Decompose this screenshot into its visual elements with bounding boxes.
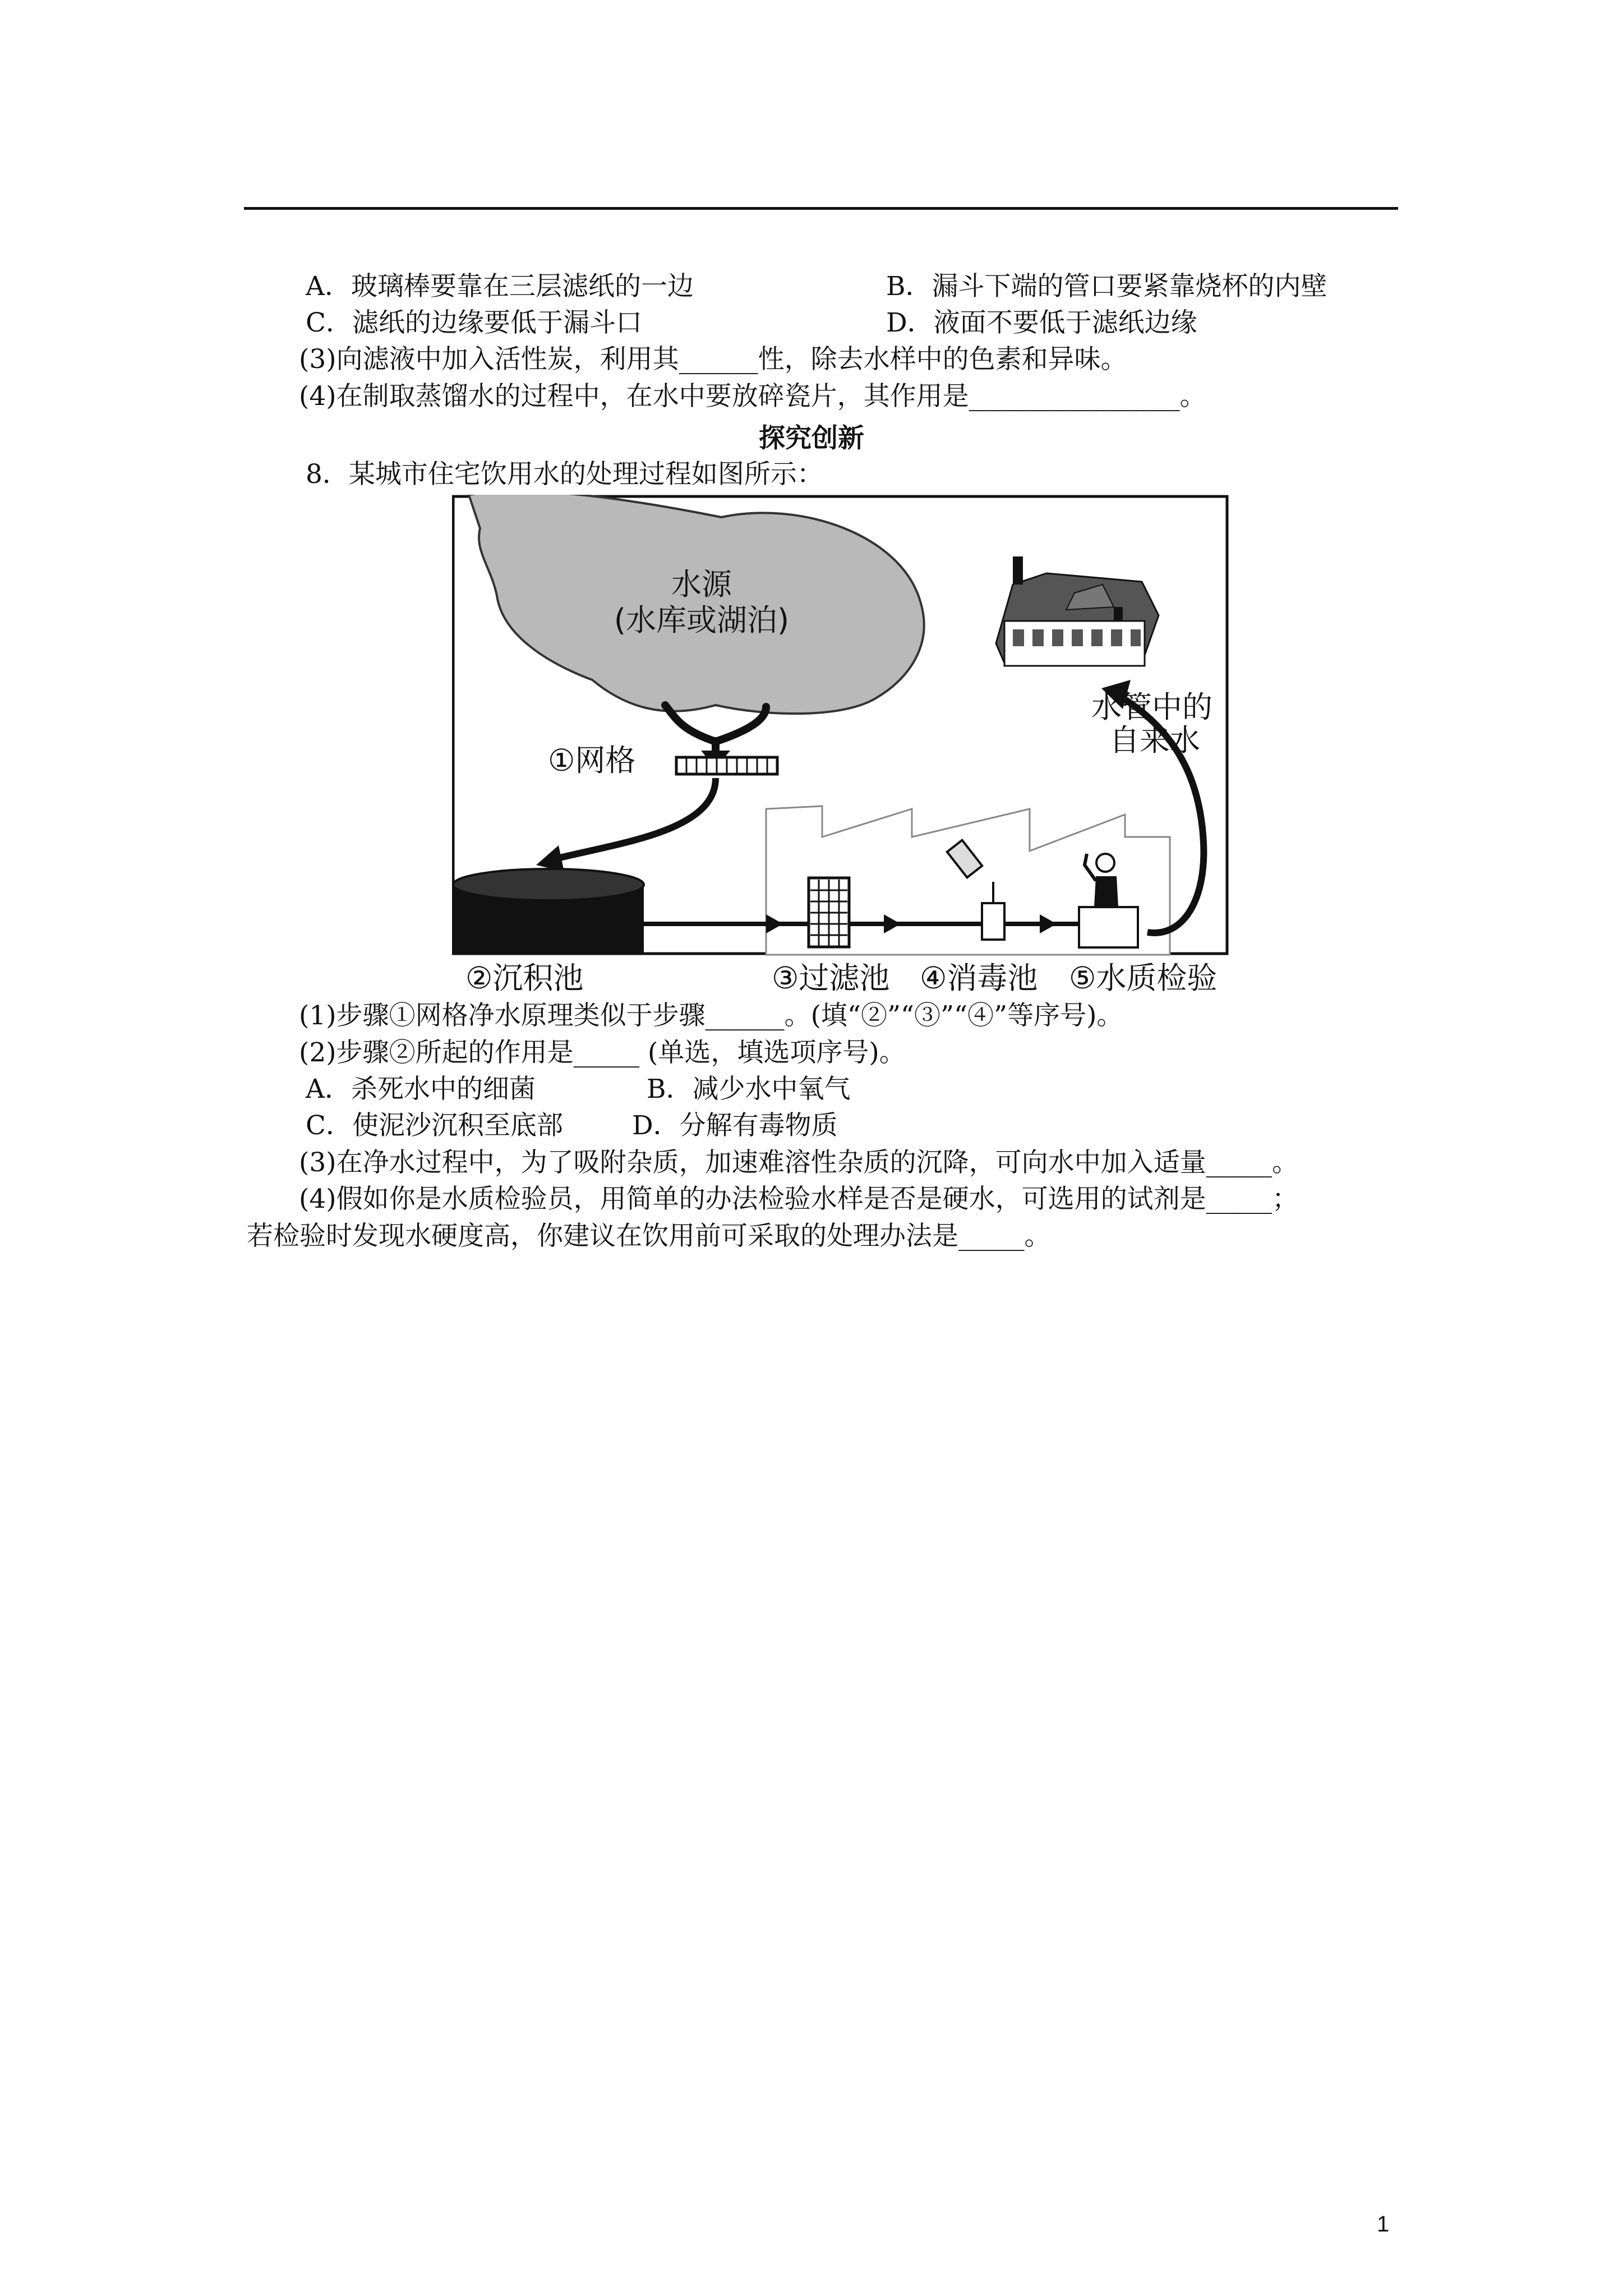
q8-sub-3: (3)在净水过程中，为了吸附杂质，加速难溶性杂质的沉降，可向水中加入适量_____。: [299, 1147, 1299, 1178]
step4-label: ④消毒池: [920, 960, 1038, 996]
header-rule: [244, 207, 1398, 210]
section-title: 探究创新: [759, 423, 864, 454]
step2-label: ②沉积池: [465, 960, 584, 996]
tap-water-label-2: 自来水: [1109, 723, 1200, 758]
q8-stem: 8．某城市住宅饮用水的处理过程如图所示：: [306, 459, 823, 490]
q7-sub-3: (3)向滤液中加入活性炭，利用其______性，除去水样中的色素和异味。: [299, 344, 1127, 375]
q7-option-d: D．液面不要低于滤纸边缘: [886, 307, 1197, 338]
page-number: 1: [1377, 2212, 1390, 2237]
q8-sub-1: (1)步骤①网格净水原理类似于步骤______。(填“②”“③”“④”等序号)。: [299, 1000, 1123, 1031]
q8-option-b: B．减少水中氧气: [647, 1074, 851, 1105]
q7-option-a: A．玻璃棒要靠在三层滤纸的一边: [306, 271, 694, 302]
source-label-2: (水库或湖泊): [614, 602, 790, 638]
q8-sub-2: (2)步骤②所起的作用是_____ (单选，填选项序号)。: [299, 1037, 906, 1068]
q8-sub-4a: (4)假如你是水质检验员，用简单的办法检验水样是否是硬水，可选用的试剂是_____；: [299, 1184, 1299, 1214]
disinfection-tank-icon: [982, 903, 1004, 940]
tap-water-label-1: 水管中的: [1091, 689, 1212, 725]
q8-option-a: A．杀死水中的细菌: [306, 1074, 536, 1105]
step5-label: ⑤水质检验: [1069, 960, 1218, 996]
q8-option-c: C．使泥沙沉积至底部: [306, 1110, 563, 1141]
q7-sub-4: (4)在制取蒸馏水的过程中，在水中要放碎瓷片，其作用是________________。: [299, 381, 1206, 412]
grid-label: ①网格: [548, 743, 636, 778]
q8-option-d: D．分解有毒物质: [632, 1110, 838, 1141]
step3-label: ③过滤池: [772, 960, 890, 996]
q7-option-b: B．漏斗下端的管口要紧靠烧杯的内壁: [886, 271, 1327, 302]
source-label-1: 水源: [671, 567, 732, 602]
inspection-desk-icon: [1079, 907, 1138, 947]
inspector-body-icon: [1094, 876, 1118, 907]
settling-tank-top: [453, 869, 644, 900]
inspector-head-icon: [1096, 854, 1114, 872]
q8-sub-4b: 若检验时发现水硬度高，你建议在饮用前可采取的处理办法是_____。: [247, 1221, 1051, 1251]
water-treatment-diagram: [452, 495, 1233, 1002]
q7-option-c: C．滤纸的边缘要低于漏斗口: [306, 307, 642, 338]
